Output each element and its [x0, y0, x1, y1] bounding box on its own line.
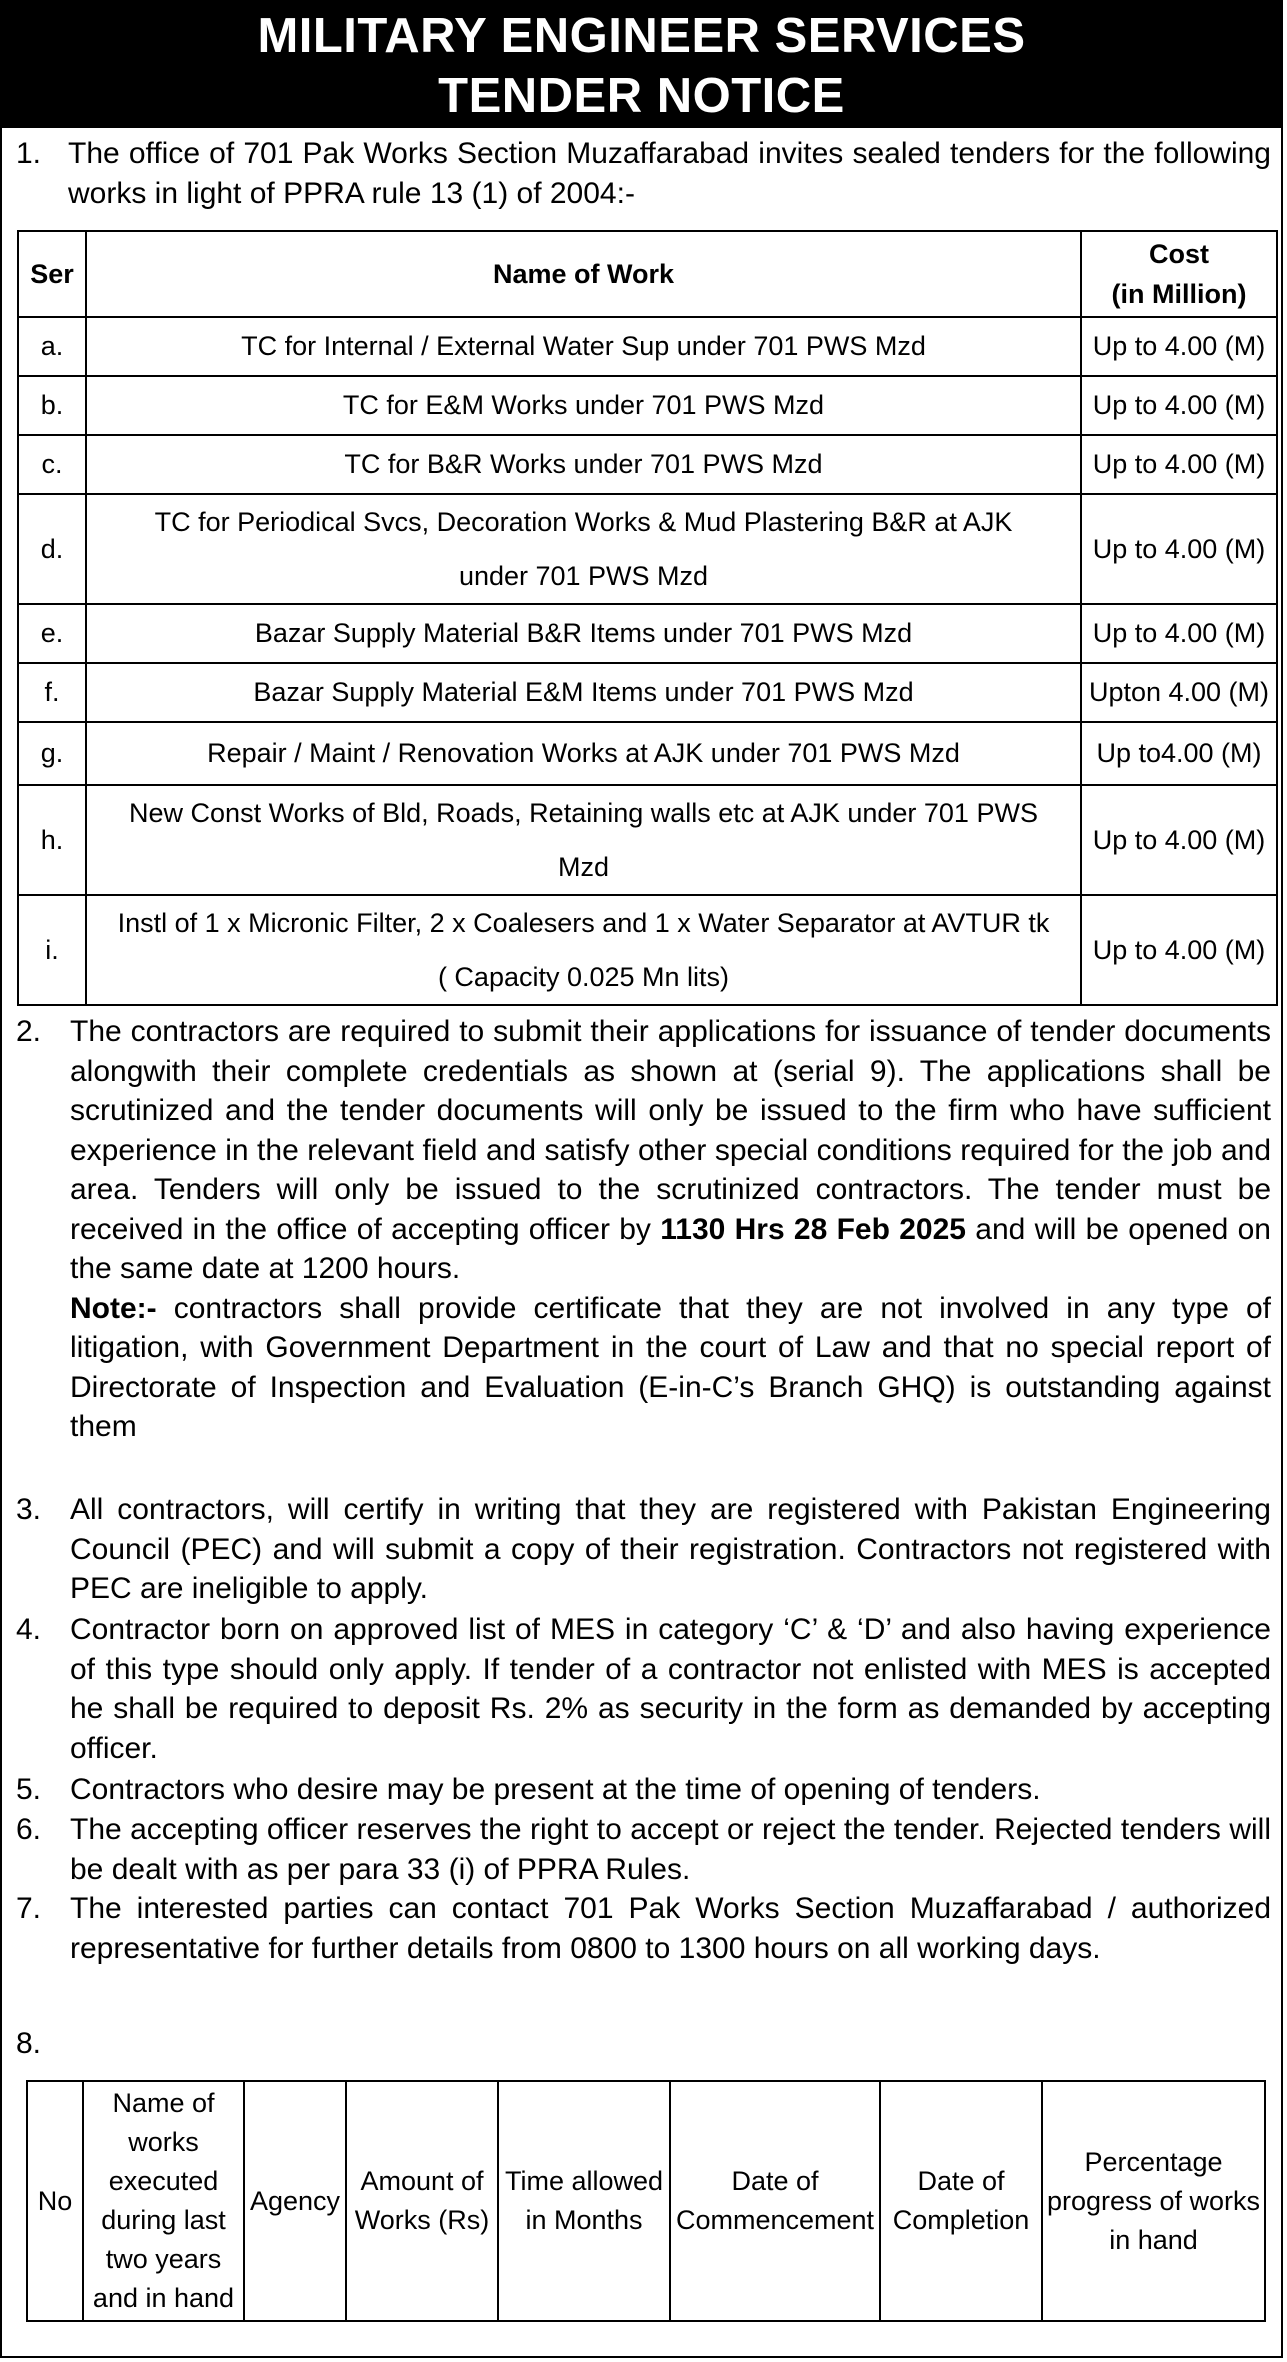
paragraph-5-number: 5.	[16, 1773, 42, 1806]
row-cost: Up to 4.00 (M)	[1081, 785, 1277, 895]
table-row	[18, 604, 1277, 663]
credentials-header-row	[27, 2081, 1265, 2321]
row-cost: Up to 4.00 (M)	[1081, 895, 1277, 1005]
row-name: New Const Works of Bld, Roads, Retaining walls etc at AJK under 701 PWS Mzd	[86, 785, 1081, 895]
paragraph-1	[2, 134, 1281, 213]
row-ser: d.	[18, 494, 86, 604]
row-ser: a.	[18, 317, 86, 376]
paragraph-6-text: The accepting officer reserves the right to accept or reject the tender. Rejected tenders will be dealt with as per para 33 (i) of PPRA Rules.	[70, 1813, 1271, 1886]
table-row	[18, 376, 1277, 435]
row-name: TC for Periodical Svcs, Decoration Works & Mud Plastering B&R at AJK under 701 PWS Mzd	[86, 494, 1081, 604]
paragraph-1-number: 1.	[16, 137, 42, 170]
cred-header-amount: Amount of Works (Rs)	[346, 2081, 498, 2321]
paragraph-5-text: Contractors who desire may be present at the time of opening of tenders.	[70, 1773, 1041, 1806]
table-row	[18, 663, 1277, 722]
table-row	[18, 722, 1277, 785]
cred-header-no: No	[27, 2081, 83, 2321]
row-ser: e.	[18, 604, 86, 663]
paragraph-1-text: The office of 701 Pak Works Section Muzaffarabad invites sealed tenders for the following works in light of PPRA rule 13 (1) of 2004:-	[68, 137, 1271, 210]
header-ser: Ser	[18, 231, 86, 317]
header-title-line2: TENDER NOTICE	[438, 69, 845, 123]
cred-header-time: Time allowed in Months	[498, 2081, 670, 2321]
paragraph-2	[2, 1012, 1281, 1447]
row-ser: c.	[18, 435, 86, 494]
row-ser: h.	[18, 785, 86, 895]
works-table	[17, 230, 1278, 1006]
row-cost: Up to 4.00 (M)	[1081, 494, 1277, 604]
row-name: TC for Internal / External Water Sup under 701 PWS Mzd	[86, 317, 1081, 376]
row-cost: Up to 4.00 (M)	[1081, 376, 1277, 435]
paragraph-5	[2, 1770, 1281, 1810]
paragraph-7-text: The interested parties can contact 701 Pak Works Section Muzaffarabad / authorized representative for further details from 0800 to 1300 hours on all working days.	[70, 1892, 1271, 1965]
row-cost: Up to 4.00 (M)	[1081, 435, 1277, 494]
paragraph-8-number: 8.	[16, 2027, 42, 2060]
row-ser: b.	[18, 376, 86, 435]
header-cost-line1: Cost	[1149, 239, 1209, 269]
paragraph-2-text-a: The contractors are required to submit their applications for issuance of tender documents alongwith their complete credentials as shown at (serial 9). The applications shall be scrutinized and the tender documents will only be issued to the firm who have sufficient experience in the relevant field and satisfy other special conditions required for the job and area. Tenders will only be issued to the scrutinized contractors. The tender must be received in the office of accepting officer by	[70, 1015, 1271, 1246]
paragraph-7-number: 7.	[16, 1892, 42, 1925]
cred-header-agency: Agency	[244, 2081, 346, 2321]
row-name: Bazar Supply Material E&M Items under 701 PWS Mzd	[86, 663, 1081, 722]
paragraph-4-text: Contractor born on approved list of MES in category ‘C’ & ‘D’ and also having experience of this type should only apply. If tender of a contractor not enlisted with MES is accepted he shall be required to deposit Rs. 2% as security in the form as demanded by accepting officer.	[70, 1613, 1271, 1765]
tender-deadline: 1130 Hrs 28 Feb 2025	[660, 1212, 966, 1246]
paragraph-2-number: 2.	[16, 1015, 42, 1048]
row-name: Instl of 1 x Micronic Filter, 2 x Coalesers and 1 x Water Separator at AVTUR tk ( Capacity 0.025 Mn lits)	[86, 895, 1081, 1005]
header-name-of-work: Name of Work	[86, 231, 1081, 317]
header-cost	[1081, 231, 1277, 317]
header-title-line1: MILITARY ENGINEER SERVICES	[257, 9, 1026, 63]
table-row	[18, 435, 1277, 494]
table-row	[18, 785, 1277, 895]
row-cost: Upton 4.00 (M)	[1081, 663, 1277, 722]
table-row	[18, 895, 1277, 1005]
cred-header-name: Name of works executed during last two years and in hand	[83, 2081, 244, 2321]
paragraph-2-text	[70, 1012, 1271, 1447]
paragraph-2-text-b: and will be opened on the same date at 1200 hours.	[70, 1212, 1271, 1285]
paragraph-3	[2, 1490, 1281, 1609]
works-table-header-row	[18, 231, 1277, 317]
paragraph-7	[2, 1889, 1281, 1968]
credentials-table	[26, 2080, 1266, 2322]
cred-header-progress: Percentage progress of works in hand	[1042, 2081, 1265, 2321]
row-ser: g.	[18, 722, 86, 785]
paragraph-6-number: 6.	[16, 1813, 42, 1846]
note-label: Note:-	[70, 1291, 157, 1325]
paragraph-6	[2, 1810, 1281, 1889]
header-cost-line2: (in Million)	[1111, 279, 1247, 309]
paragraph-3-number: 3.	[16, 1493, 42, 1526]
row-ser: f.	[18, 663, 86, 722]
row-name: Repair / Maint / Renovation Works at AJK under 701 PWS Mzd	[86, 722, 1081, 785]
header-banner	[2, 2, 1281, 128]
row-name: TC for B&R Works under 701 PWS Mzd	[86, 435, 1081, 494]
row-name: TC for E&M Works under 701 PWS Mzd	[86, 376, 1081, 435]
paragraph-3-text: All contractors, will certify in writing that they are registered with Pakistan Engineering Council (PEC) and will submit a copy of their registration. Contractors not registered with PEC are ineligible to apply.	[70, 1493, 1271, 1605]
paragraph-4	[2, 1610, 1281, 1768]
cred-header-commencement: Date of Commencement	[670, 2081, 880, 2321]
row-ser: i.	[18, 895, 86, 1005]
paragraph-4-number: 4.	[16, 1613, 42, 1646]
row-cost: Up to4.00 (M)	[1081, 722, 1277, 785]
table-row	[18, 494, 1277, 604]
row-name: Bazar Supply Material B&R Items under 701 PWS Mzd	[86, 604, 1081, 663]
cred-header-completion: Date of Completion	[880, 2081, 1042, 2321]
row-cost: Up to 4.00 (M)	[1081, 604, 1277, 663]
note-text: contractors shall provide certificate that they are not involved in any type of litigation, with Government Department in the court of Law and that no special report of Directorate of Inspection and Evaluation (E-in-C’s Branch GHQ) is outstanding against them	[70, 1291, 1271, 1443]
table-row	[18, 317, 1277, 376]
row-cost: Up to 4.00 (M)	[1081, 317, 1277, 376]
